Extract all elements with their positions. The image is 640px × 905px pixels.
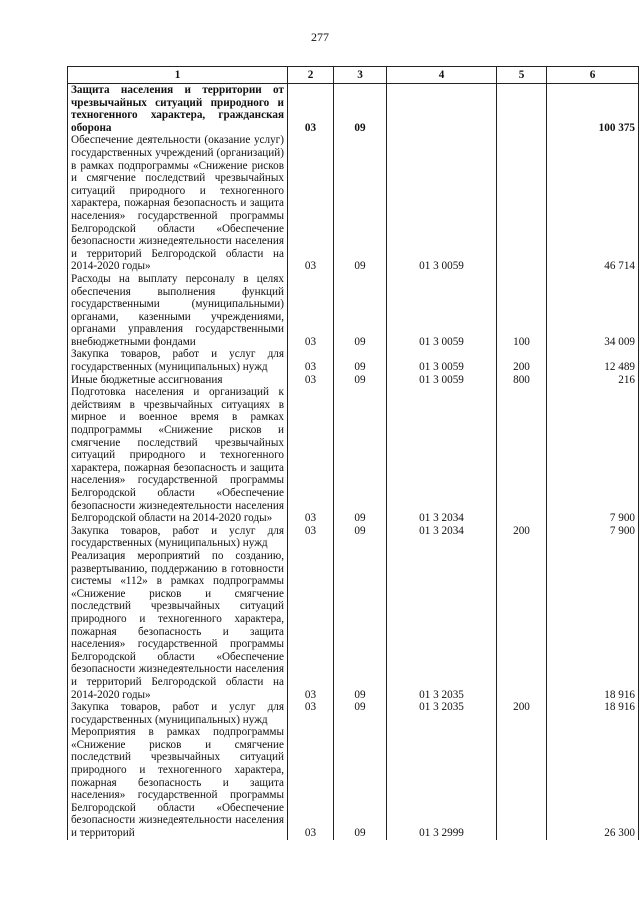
row-name-cell: Обеспечение деятельности (оказание услуг) государственных учреждений (организаций) в рамках подпрограммы «Снижение рисков и смягчение последствий чрезвычайных ситуаций природного и техногенного характера, пожарная безопасность и защита населения» государственной программы Белгородской области «Обеспечение безопасности жизнедеятельности населения и территорий Белгородской области на 2014-2020 годы» (68, 134, 288, 273)
section-code-cell: 03 (288, 386, 334, 525)
row-name-cell: Защита населения и территории от чрезвычайных ситуаций природного и техногенного характера, гражданская оборона (68, 84, 288, 135)
row-name-cell: Мероприятия в рамках подпрограммы «Снижение рисков и смягчение последствий чрезвычайных ситуаций природного и техногенного характера, пожарная безопасность и защита населения» государственной программы Белгородской области «Обеспечение безопасности жизнедеятельности населения и территорий (68, 726, 288, 839)
table-row (68, 273, 639, 349)
amount-cell: 34 009 (547, 273, 639, 349)
amount-cell: 7 900 (547, 386, 639, 525)
section-code-cell: 03 (288, 374, 334, 387)
table-row (68, 525, 639, 550)
section-code-cell: 03 (288, 134, 334, 273)
section-code-cell: 03 (288, 84, 334, 135)
section-code-cell: 03 (288, 726, 334, 839)
column-header-1: 1 (68, 67, 288, 84)
target-article-cell: 01 3 0059 (387, 374, 497, 387)
row-name-cell: Закупка товаров, работ и услуг для государственных (муниципальных) нужд (68, 525, 288, 550)
subsection-code-cell: 09 (334, 525, 387, 550)
subsection-code-cell: 09 (334, 84, 387, 135)
table-row (68, 374, 639, 387)
section-code-cell: 03 (288, 348, 334, 373)
column-header-5: 5 (497, 67, 547, 84)
subsection-code-cell: 09 (334, 374, 387, 387)
expense-type-cell (497, 84, 547, 135)
table-row (68, 386, 639, 525)
expense-type-cell: 800 (497, 374, 547, 387)
row-name-cell: Реализация мероприятий по созданию, развертыванию, поддержанию в готовности системы «112» в рамках подпрограммы «Снижение рисков и смягчение последствий чрезвычайных ситуаций природного и техногенного характера, пожарная безопасность и защита населения» государственной программы Белгородской области «Обеспечение безопасности жизнедеятельности населения и территорий Белгородской области на 2014-2020 годы» (68, 550, 288, 701)
expense-type-cell: 200 (497, 701, 547, 726)
subsection-code-cell: 09 (334, 550, 387, 701)
table-row (68, 701, 639, 726)
section-code-cell: 03 (288, 701, 334, 726)
row-name-cell: Закупка товаров, работ и услуг для государственных (муниципальных) нужд (68, 348, 288, 373)
target-article-cell (387, 84, 497, 135)
expense-type-cell: 200 (497, 525, 547, 550)
amount-cell: 18 916 (547, 701, 639, 726)
table-row (68, 726, 639, 839)
column-header-4: 4 (387, 67, 497, 84)
target-article-cell: 01 3 2034 (387, 525, 497, 550)
table-row (68, 134, 639, 273)
row-name-cell: Расходы на выплату персоналу в целях обеспечения выполнения функций государственными (муниципальными) органами, казенными учреждениями, органами управления государственными внебюджетными фондами (68, 273, 288, 349)
subsection-code-cell: 09 (334, 726, 387, 839)
section-code-cell: 03 (288, 525, 334, 550)
column-header-2: 2 (288, 67, 334, 84)
target-article-cell: 01 3 2034 (387, 386, 497, 525)
subsection-code-cell: 09 (334, 386, 387, 525)
subsection-code-cell: 09 (334, 134, 387, 273)
subsection-code-cell: 09 (334, 701, 387, 726)
section-code-cell: 03 (288, 550, 334, 701)
expense-type-cell: 200 (497, 348, 547, 373)
target-article-cell: 01 3 2035 (387, 550, 497, 701)
amount-cell: 216 (547, 374, 639, 387)
subsection-code-cell: 09 (334, 348, 387, 373)
expense-type-cell: 100 (497, 273, 547, 349)
amount-cell: 46 714 (547, 134, 639, 273)
amount-cell: 100 375 (547, 84, 639, 135)
expense-type-cell (497, 134, 547, 273)
row-name-cell: Иные бюджетные ассигнования (68, 374, 288, 387)
row-name-cell: Закупка товаров, работ и услуг для государственных (муниципальных) нужд (68, 701, 288, 726)
amount-cell: 7 900 (547, 525, 639, 550)
target-article-cell: 01 3 0059 (387, 273, 497, 349)
page-number: 277 (311, 30, 329, 44)
column-header-6: 6 (547, 67, 639, 84)
table-row (68, 348, 639, 373)
table-header-row (68, 67, 639, 84)
amount-cell: 18 916 (547, 550, 639, 701)
row-name-cell: Подготовка населения и организаций к действиям в чрезвычайных ситуациях в мирное и военное время в рамках подпрограммы «Снижение рисков и смягчение последствий чрезвычайных ситуаций природного и техногенного характера, пожарная безопасность и защита населения» государственной программы Белгородской области «Обеспечение безопасности жизнедеятельности населения Белгородской области на 2014-2020 годы» (68, 386, 288, 525)
budget-table (67, 66, 639, 840)
amount-cell: 26 300 (547, 726, 639, 839)
target-article-cell: 01 3 0059 (387, 348, 497, 373)
expense-type-cell (497, 550, 547, 701)
table-row (68, 84, 639, 135)
subsection-code-cell: 09 (334, 273, 387, 349)
target-article-cell: 01 3 2035 (387, 701, 497, 726)
table-row (68, 550, 639, 701)
section-code-cell: 03 (288, 273, 334, 349)
expense-type-cell (497, 386, 547, 525)
target-article-cell: 01 3 2999 (387, 726, 497, 839)
target-article-cell: 01 3 0059 (387, 134, 497, 273)
column-header-3: 3 (334, 67, 387, 84)
expense-type-cell (497, 726, 547, 839)
amount-cell: 12 489 (547, 348, 639, 373)
